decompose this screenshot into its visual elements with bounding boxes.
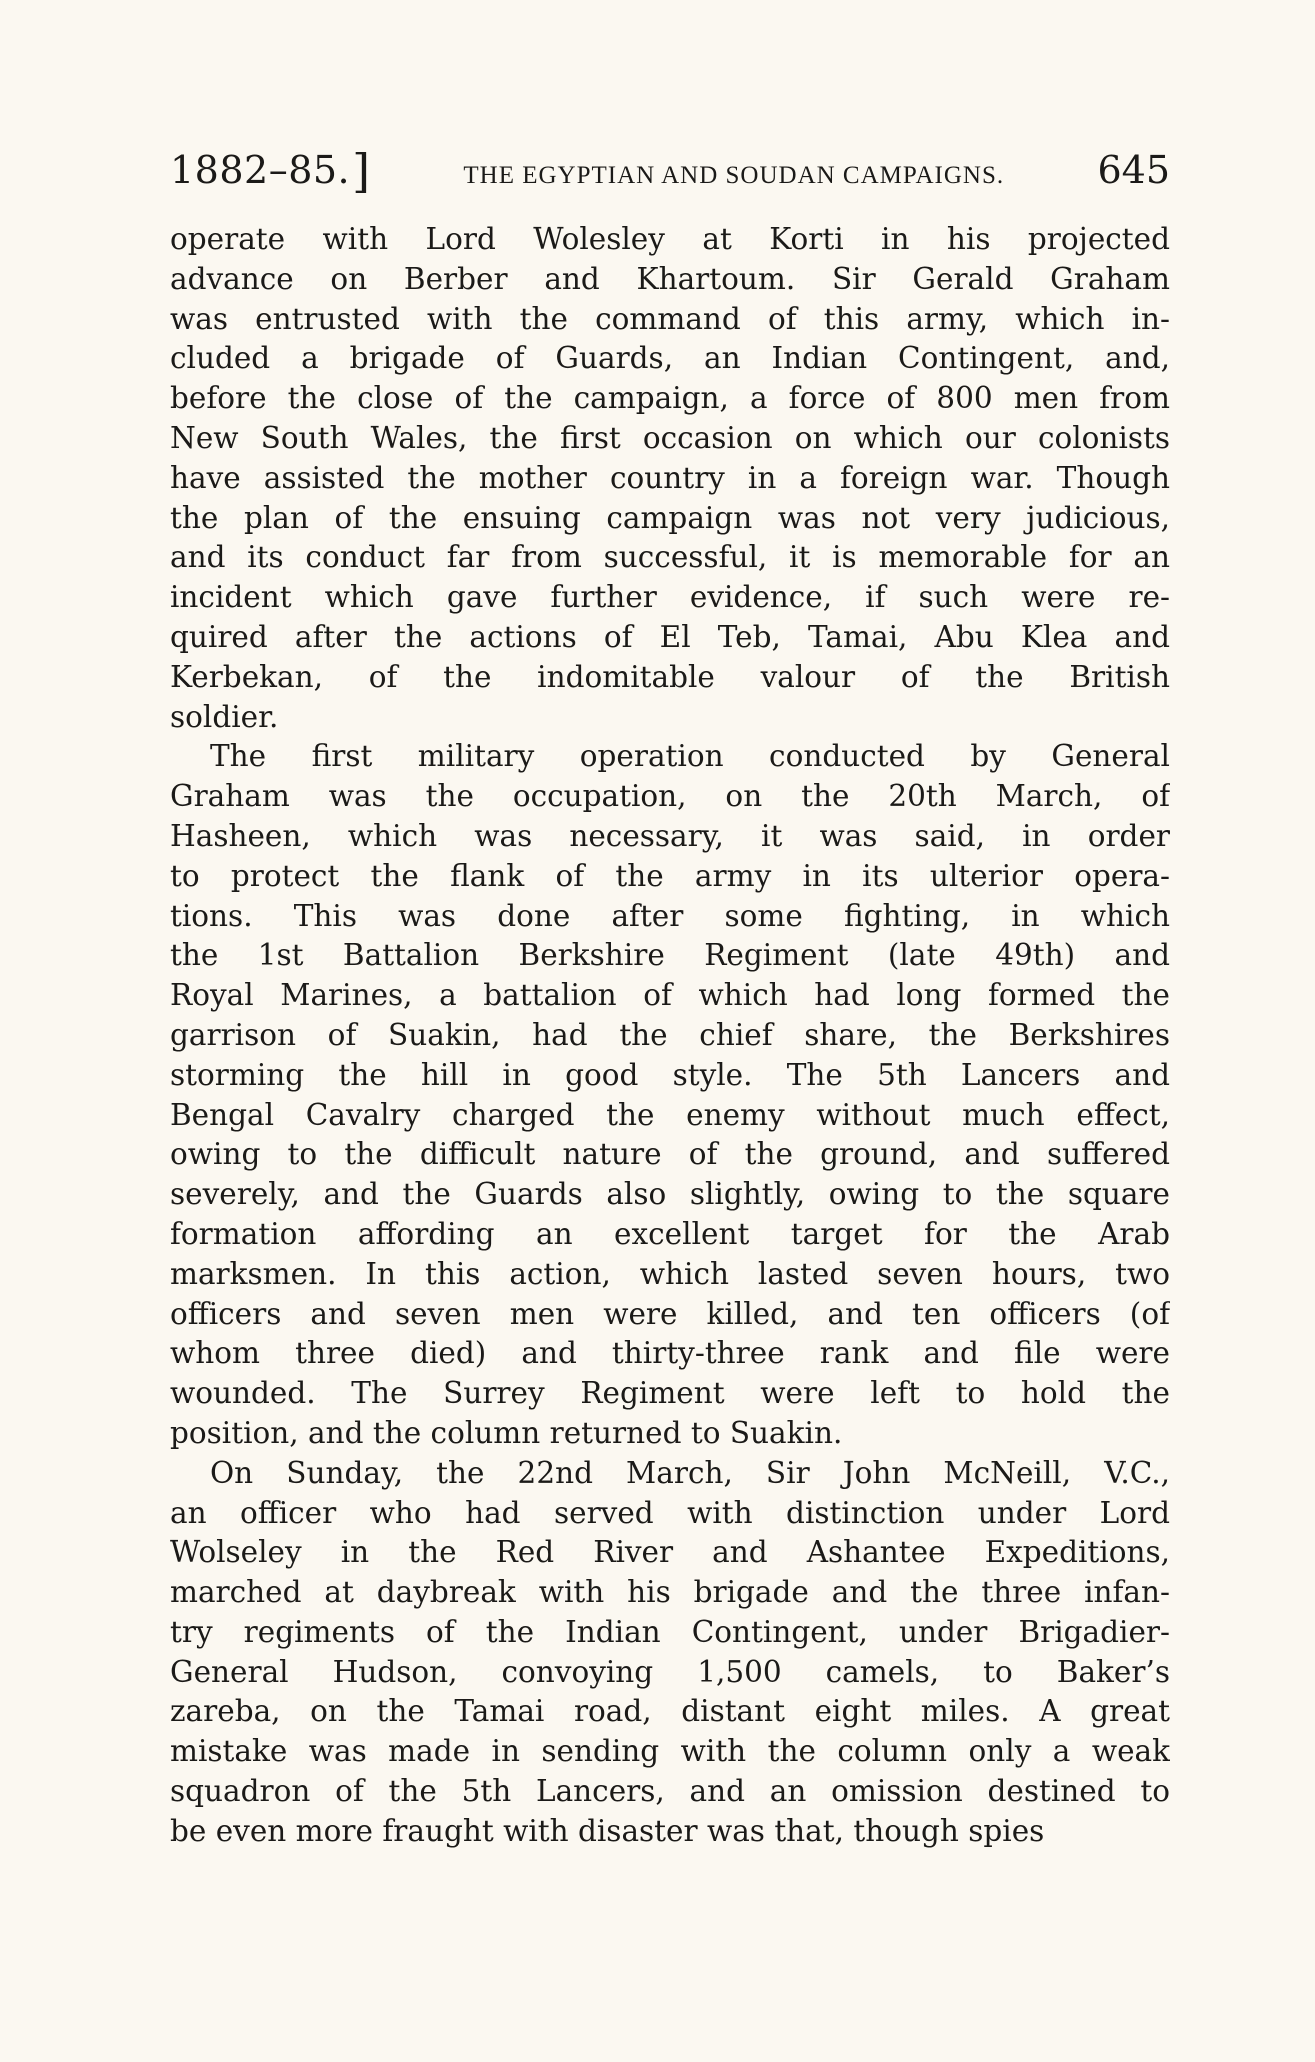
text-line: mistake was made in sending with the column only a weak xyxy=(170,1734,1170,1769)
text-line: the plan of the ensuing campaign was not very judicious, xyxy=(170,500,1170,535)
page-number: 645 xyxy=(1097,148,1170,192)
text-line: Royal Marines, a battalion of which had long formed the xyxy=(170,978,1170,1013)
text-line: General Hudson, convoying 1,500 camels, to Baker’s xyxy=(170,1654,1170,1689)
paragraph xyxy=(170,1454,1170,1852)
paragraph xyxy=(170,737,1170,1453)
text-line: cluded a brigade of Guards, an Indian Contingent, and, xyxy=(170,341,1170,376)
text-line: Kerbekan, of the indomitable valour of the British xyxy=(170,659,1170,694)
text-line: Hasheen, which was necessary, it was said, in order xyxy=(170,818,1170,853)
text-line: be even more fraught with disaster was that, though spies xyxy=(170,1813,1045,1848)
text-line: operate with Lord Wolesley at Korti in his projected xyxy=(170,222,1170,256)
text-line: whom three died) and thirty-three rank and file were xyxy=(170,1336,1170,1371)
text-line: to protect the flank of the army in its ulterior opera- xyxy=(170,858,1170,893)
header-bracket: ] xyxy=(352,144,371,198)
text-line: marksmen. In this action, which lasted seven hours, two xyxy=(170,1256,1170,1291)
header-title: THE EGYPTIAN AND SOUDAN CAMPAIGNS. xyxy=(463,162,1005,189)
text-line: marched at daybreak with his brigade and the three infan- xyxy=(170,1575,1170,1610)
text-line: Graham was the occupation, on the 20th March, of xyxy=(170,779,1170,814)
text-line: zareba, on the Tamai road, distant eight miles. A great xyxy=(170,1694,1170,1729)
text-line: garrison of Suakin, had the chief share, the Berkshires xyxy=(170,1017,1170,1052)
paragraph xyxy=(170,220,1170,737)
text-line: was entrusted with the command of this army, which in- xyxy=(170,301,1170,336)
text-line: tions. This was done after some fighting, in which xyxy=(170,898,1170,933)
text-line: New South Wales, the first occasion on which our colonists xyxy=(170,420,1170,455)
text-line: On Sunday, the 22nd March, Sir John McNeill, V.C., xyxy=(210,1455,1170,1490)
text-line: The first military operation conducted by General xyxy=(210,739,1170,774)
text-line: severely, and the Guards also slightly, owing to the square xyxy=(170,1177,1170,1212)
text-line: have assisted the mother country in a foreign war. Though xyxy=(170,460,1170,495)
text-line: the 1st Battalion Berkshire Regiment (late 49th) and xyxy=(170,938,1170,973)
text-line: storming the hill in good style. The 5th Lancers and xyxy=(170,1057,1170,1092)
text-line: officers and seven men were killed, and ten officers (of xyxy=(170,1296,1170,1331)
text-line: wounded. The Surrey Regiment were left to hold the xyxy=(170,1376,1170,1411)
text-line: Bengal Cavalry charged the enemy without much effect, xyxy=(170,1097,1170,1132)
header-years: 1882–85.] xyxy=(170,144,371,198)
text-line: advance on Berber and Khartoum. Sir Gerald Graham xyxy=(170,261,1170,296)
text-line: and its conduct far from successful, it is memorable for an xyxy=(170,540,1170,575)
book-page xyxy=(170,140,1170,1852)
body-text xyxy=(170,220,1170,1852)
text-line: owing to the difficult nature of the ground, and suffered xyxy=(170,1137,1170,1172)
text-line: before the close of the campaign, a force of 800 men from xyxy=(170,381,1170,416)
text-line: squadron of the 5th Lancers, and an omission destined to xyxy=(170,1774,1170,1809)
text-line: soldier. xyxy=(170,699,279,734)
text-line: formation affording an excellent target for the Arab xyxy=(170,1216,1170,1251)
text-line: an officer who had served with distinction under Lord xyxy=(170,1495,1170,1530)
text-line: incident which gave further evidence, if such were re- xyxy=(170,580,1170,615)
running-header xyxy=(170,140,1170,196)
text-line: quired after the actions of El Teb, Tamai, Abu Klea and xyxy=(170,619,1170,654)
text-line: Wolseley in the Red River and Ashantee Expeditions, xyxy=(170,1535,1170,1570)
text-line: try regiments of the Indian Contingent, under Brigadier- xyxy=(170,1614,1170,1649)
text-line: position, and the column returned to Suakin. xyxy=(170,1415,843,1450)
